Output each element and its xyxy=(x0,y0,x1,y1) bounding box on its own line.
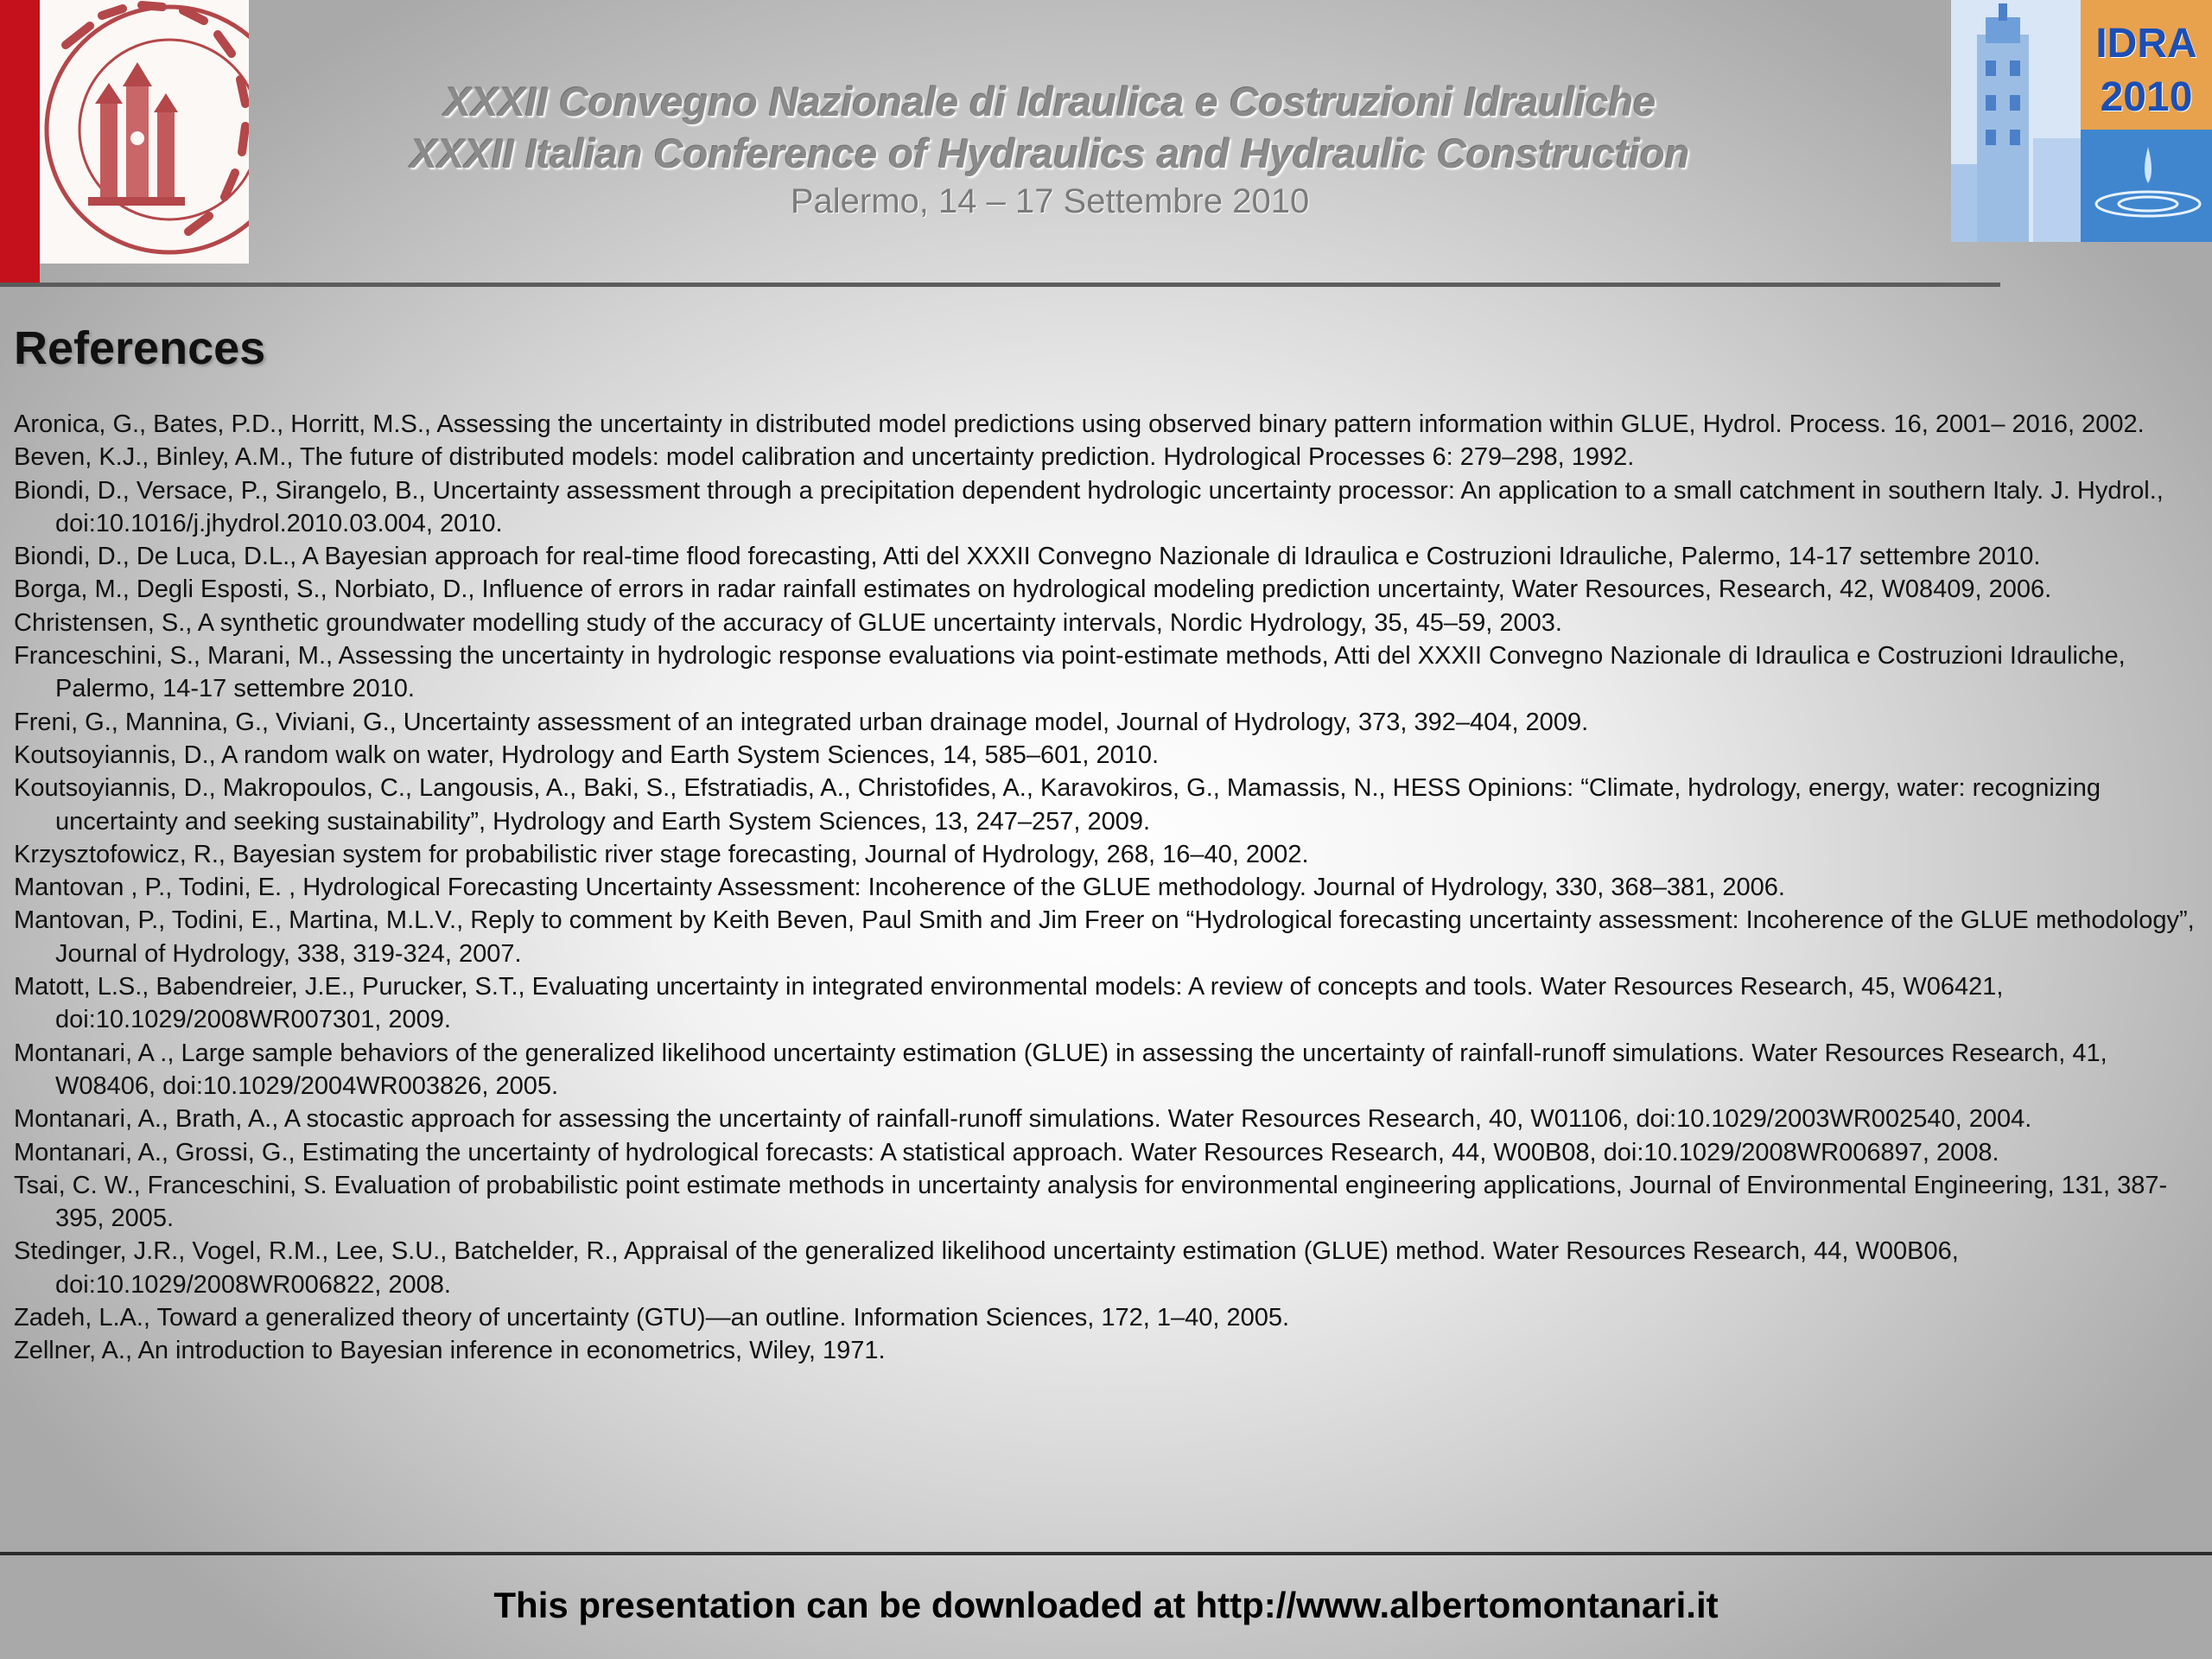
header-divider xyxy=(0,283,2000,287)
university-seal-logo xyxy=(40,0,249,264)
reference-item: Beven, K.J., Binley, A.M., The future of distributed models: model calibration and uncertainty prediction. Hydrological Processes 6: 279–298, 1992. xyxy=(14,443,1635,472)
reference-item: Stedinger, J.R., Vogel, R.M., Lee, S.U., Batchelder, R., Appraisal of the generalized likelihood uncertainty estimation (GLUE) method. Water Resources Research, 44, W00B06, doi:10.1029/2008WR006822, 2008. xyxy=(14,1237,1959,1299)
reference-item: Krzysztofowicz, R., Bayesian system for probabilistic river stage forecasting, Journal of Hydrology, 268, 16–40, 2002. xyxy=(14,840,1309,868)
red-accent-bar xyxy=(0,0,40,285)
page-title: References xyxy=(14,322,266,374)
idra-2010-logo xyxy=(1951,0,2212,242)
reference-item: Tsai, C. W., Franceschini, S. Evaluation of probabilistic point estimate methods in uncertainty analysis for environmental engineering applications, Journal of Environmental Engineering, 131, 387-395, 2005. xyxy=(14,1171,2168,1233)
idra-logo-year: 2010 xyxy=(2100,74,2193,120)
reference-item: Montanari, A ., Large sample behaviors of the generalized likelihood uncertainty estimation (GLUE) in assessing the uncertainty of rainfall-runoff simulations. Water Resources Research, 41, W08406, doi:10.1029/2004WR003826, 2005. xyxy=(14,1039,2107,1100)
reference-item: Zellner, A., An introduction to Bayesian inference in econometrics, Wiley, 1971. xyxy=(14,1337,886,1365)
reference-item: Montanari, A., Grossi, G., Estimating the uncertainty of hydrological forecasts: A statistical approach. Water Resources Research, 44, W00B08, doi:10.1029/2008WR006897, 2008. xyxy=(14,1138,1999,1166)
reference-item: Koutsoyiannis, D., A random walk on water, Hydrology and Earth System Sciences, 14, 585–601, 2010. xyxy=(14,741,1160,769)
reference-list xyxy=(14,408,2200,1368)
reference-item: Freni, G., Mannina, G., Viviani, G., Uncertainty assessment of an integrated urban drainage model, Journal of Hydrology, 373, 392–404, 2009. xyxy=(14,708,1589,736)
footer-divider xyxy=(0,1552,2212,1555)
reference-item: Aronica, G., Bates, P.D., Horritt, M.S., Assessing the uncertainty in distributed model predictions using observed binary pattern information within GLUE, Hydrol. Process. 16, 2001– 2016, 2002. xyxy=(14,410,2145,438)
conference-title-english: XXXII Italian Conference of Hydraulics and Hydraulic Construction xyxy=(410,130,1690,176)
conference-place-date: Palermo, 14 – 17 Settembre 2010 xyxy=(790,182,1310,220)
idra-logo-title: IDRA xyxy=(2095,21,2197,67)
reference-item: Mantovan, P., Todini, E., Martina, M.L.V., Reply to comment by Keith Beven, Paul Smith and Jim Freer on “Hydrological forecasting uncertainty assessment: Incoherence of the GLUE methodology”, Journal of Hydrology, 338, 319-324, 2007. xyxy=(14,906,2195,968)
reference-item: Montanari, A., Brath, A., A stocastic approach for assessing the uncertainty of rainfall-runoff simulations. Water Resources Research, 40, W01106, doi:10.1029/2003WR002540, 2004. xyxy=(14,1105,2032,1134)
conference-title-italian: XXXII Convegno Nazionale di Idraulica e Costruzioni Idrauliche xyxy=(443,79,1656,124)
seal-emblem-icon xyxy=(40,0,249,264)
reference-item: Zadeh, L.A., Toward a generalized theory of uncertainty (GTU)—an outline. Information Sciences, 172, 1–40, 2005. xyxy=(14,1304,1290,1332)
reference-item: Borga, M., Degli Esposti, S., Norbiato, D., Influence of errors in radar rainfall estimates on hydrological modeling prediction uncertainty, Water Resources, Research, 42, W08409, 2006. xyxy=(14,575,2052,604)
reference-item: Mantovan , P., Todini, E. , Hydrological Forecasting Uncertainty Assessment: Incoherence of the GLUE methodology. Journal of Hydrology, 330, 368–381, 2006. xyxy=(14,874,1785,902)
reference-item: Christensen, S., A synthetic groundwater modelling study of the accuracy of GLUE uncertainty intervals, Nordic Hydrology, 35, 45–59, 2003. xyxy=(14,608,1562,637)
download-footer: This presentation can be downloaded at http://www.albertomontanari.it xyxy=(493,1585,1719,1625)
reference-item: Koutsoyiannis, D., Makropoulos, C., Langousis, A., Baki, S., Efstratiadis, A., Christofides, A., Karavokiros, G., Mamassis, N., HESS Opinions: “Climate, hydrology, energy, water: recognizing uncertainty and seeking sustainability”, Hydrology and Earth System Sciences, 13, 247–257, 2009. xyxy=(14,774,2101,836)
reference-item: Matott, L.S., Babendreier, J.E., Purucker, S.T., Evaluating uncertainty in integrated environmental models: A review of concepts and tools. Water Resources Research, 45, W06421, doi:10.1029/2008WR007301, 2009. xyxy=(14,973,2004,1034)
reference-item: Franceschini, S., Marani, M., Assessing the uncertainty in hydrologic response evaluations via point-estimate methods, Atti del XXXII Convegno Nazionale di Idraulica e Costruzioni Idrauliche, Palermo, 14-17 settembre 2010. xyxy=(14,642,2126,703)
reference-item: Biondi, D., De Luca, D.L., A Bayesian approach for real-time flood forecasting, Atti del XXXII Convegno Nazionale di Idraulica e Costruzioni Idrauliche, Palermo, 14-17 settembre 2010. xyxy=(14,543,2041,571)
reference-item: Biondi, D., Versace, P., Sirangelo, B., Uncertainty assessment through a precipitation dependent hydrologic uncertainty processor: An application to a small catchment in southern Italy. J. Hydrol., doi:10.1016/j.jhydrol.2010.03.004, 2010. xyxy=(14,476,2164,537)
